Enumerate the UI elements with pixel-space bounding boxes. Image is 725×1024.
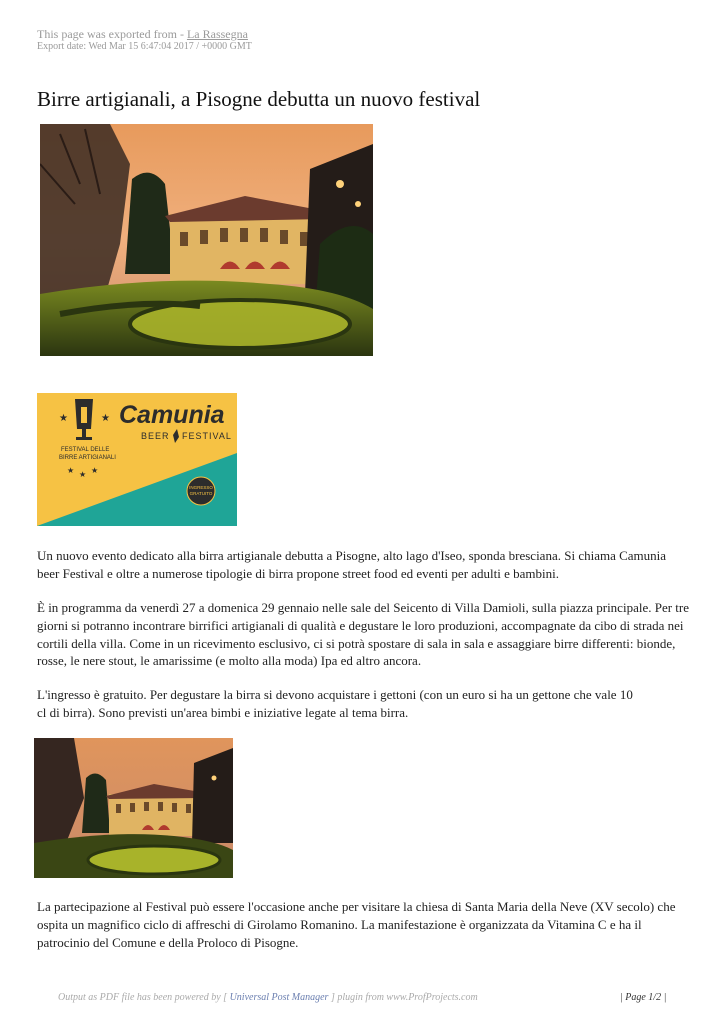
subtitle-line2: BIRRE ARTIGIANALI (59, 455, 116, 461)
subtitle-line1: FESTIVAL DELLE (61, 447, 110, 453)
site-link[interactable]: La Rassegna (186, 27, 248, 41)
page-number: | Page 1/2 | (620, 992, 667, 1003)
villa-photo (40, 124, 373, 356)
festival-label: FESTIVAL (182, 431, 232, 441)
plugin-link[interactable]: Universal Post Manager (229, 992, 329, 1003)
export-date: Export date: Wed Mar 15 6:47:04 2017 / +0000 GMT (37, 41, 252, 52)
article-paragraph-4: La partecipazione al Festival può essere l'occasione anche per visitare la chiesa di Santa Maria della Neve (XV secolo) che ospita un magnifico ciclo di affreschi di Girolamo Romanino. La manifestazione è organizzata da Vitamina C e ha il patrocinio del Comune e della Proloco di Pisogne. (37, 899, 676, 950)
export-prefix: This page was exported from - (37, 27, 187, 41)
beer-label: BEER (141, 431, 170, 441)
star-icon-right: ★ (101, 413, 110, 424)
export-source-line (37, 27, 252, 41)
villa-photo-small (34, 738, 233, 878)
star-icon-bottom-2: ★ (79, 470, 87, 479)
star-icon-bottom-1: ★ (67, 466, 75, 475)
article-paragraph-1: Un nuovo evento dedicato alla birra artigianale debutta a Pisogne, alto lago d'Iseo, sponda bresciana. Si chiama Camunia beer Festival e oltre a numerose tipologie di birra propone street food ed eventi per adulti e bambini. (37, 548, 667, 581)
article-title: Birre artigianali, a Pisogne debutta un nuovo festival (37, 87, 481, 111)
article-paragraph-2: È in programma da venerdì 27 a domenica 29 gennaio nelle sale del Seicento di Villa Damioli, sulla piazza principale. Per tre giorni si potranno incontrare birrifici artigianali di qualità e degustare le loro produzioni, accompagnate da cibo di strada nei cortili della villa. Come in un ricevimento esclusivo, ci si potrà spostare di sala in sala e assaggiare birre differenti: bionde, rosse, le nere stout, le amarissime (e molto alla moda) Ipa ed altro ancora. (37, 600, 690, 669)
star-icon-left: ★ (59, 413, 68, 424)
badge-line1: INGRESSO (189, 485, 213, 490)
export-header (37, 27, 252, 53)
footer-text-before: Output as PDF file has been powered by [ (58, 992, 230, 1003)
article-paragraph-3: L'ingresso è gratuito. Per degustare la birra si devono acquistare i gettoni (con un euro si ha un gettone che vale 10 cl di birra). Sono previsti un'area bimbi e iniziative legate al tema birra. (37, 687, 633, 720)
camunia-festival-banner (37, 393, 237, 526)
brand-wordmark: Camunia (119, 401, 225, 429)
footer-text-after: ] plugin from www.ProfProjects.com (328, 992, 478, 1003)
pdf-footer (58, 992, 478, 1003)
badge-line2: GRATUITO (189, 491, 213, 496)
star-icon-bottom-3: ★ (91, 466, 99, 475)
